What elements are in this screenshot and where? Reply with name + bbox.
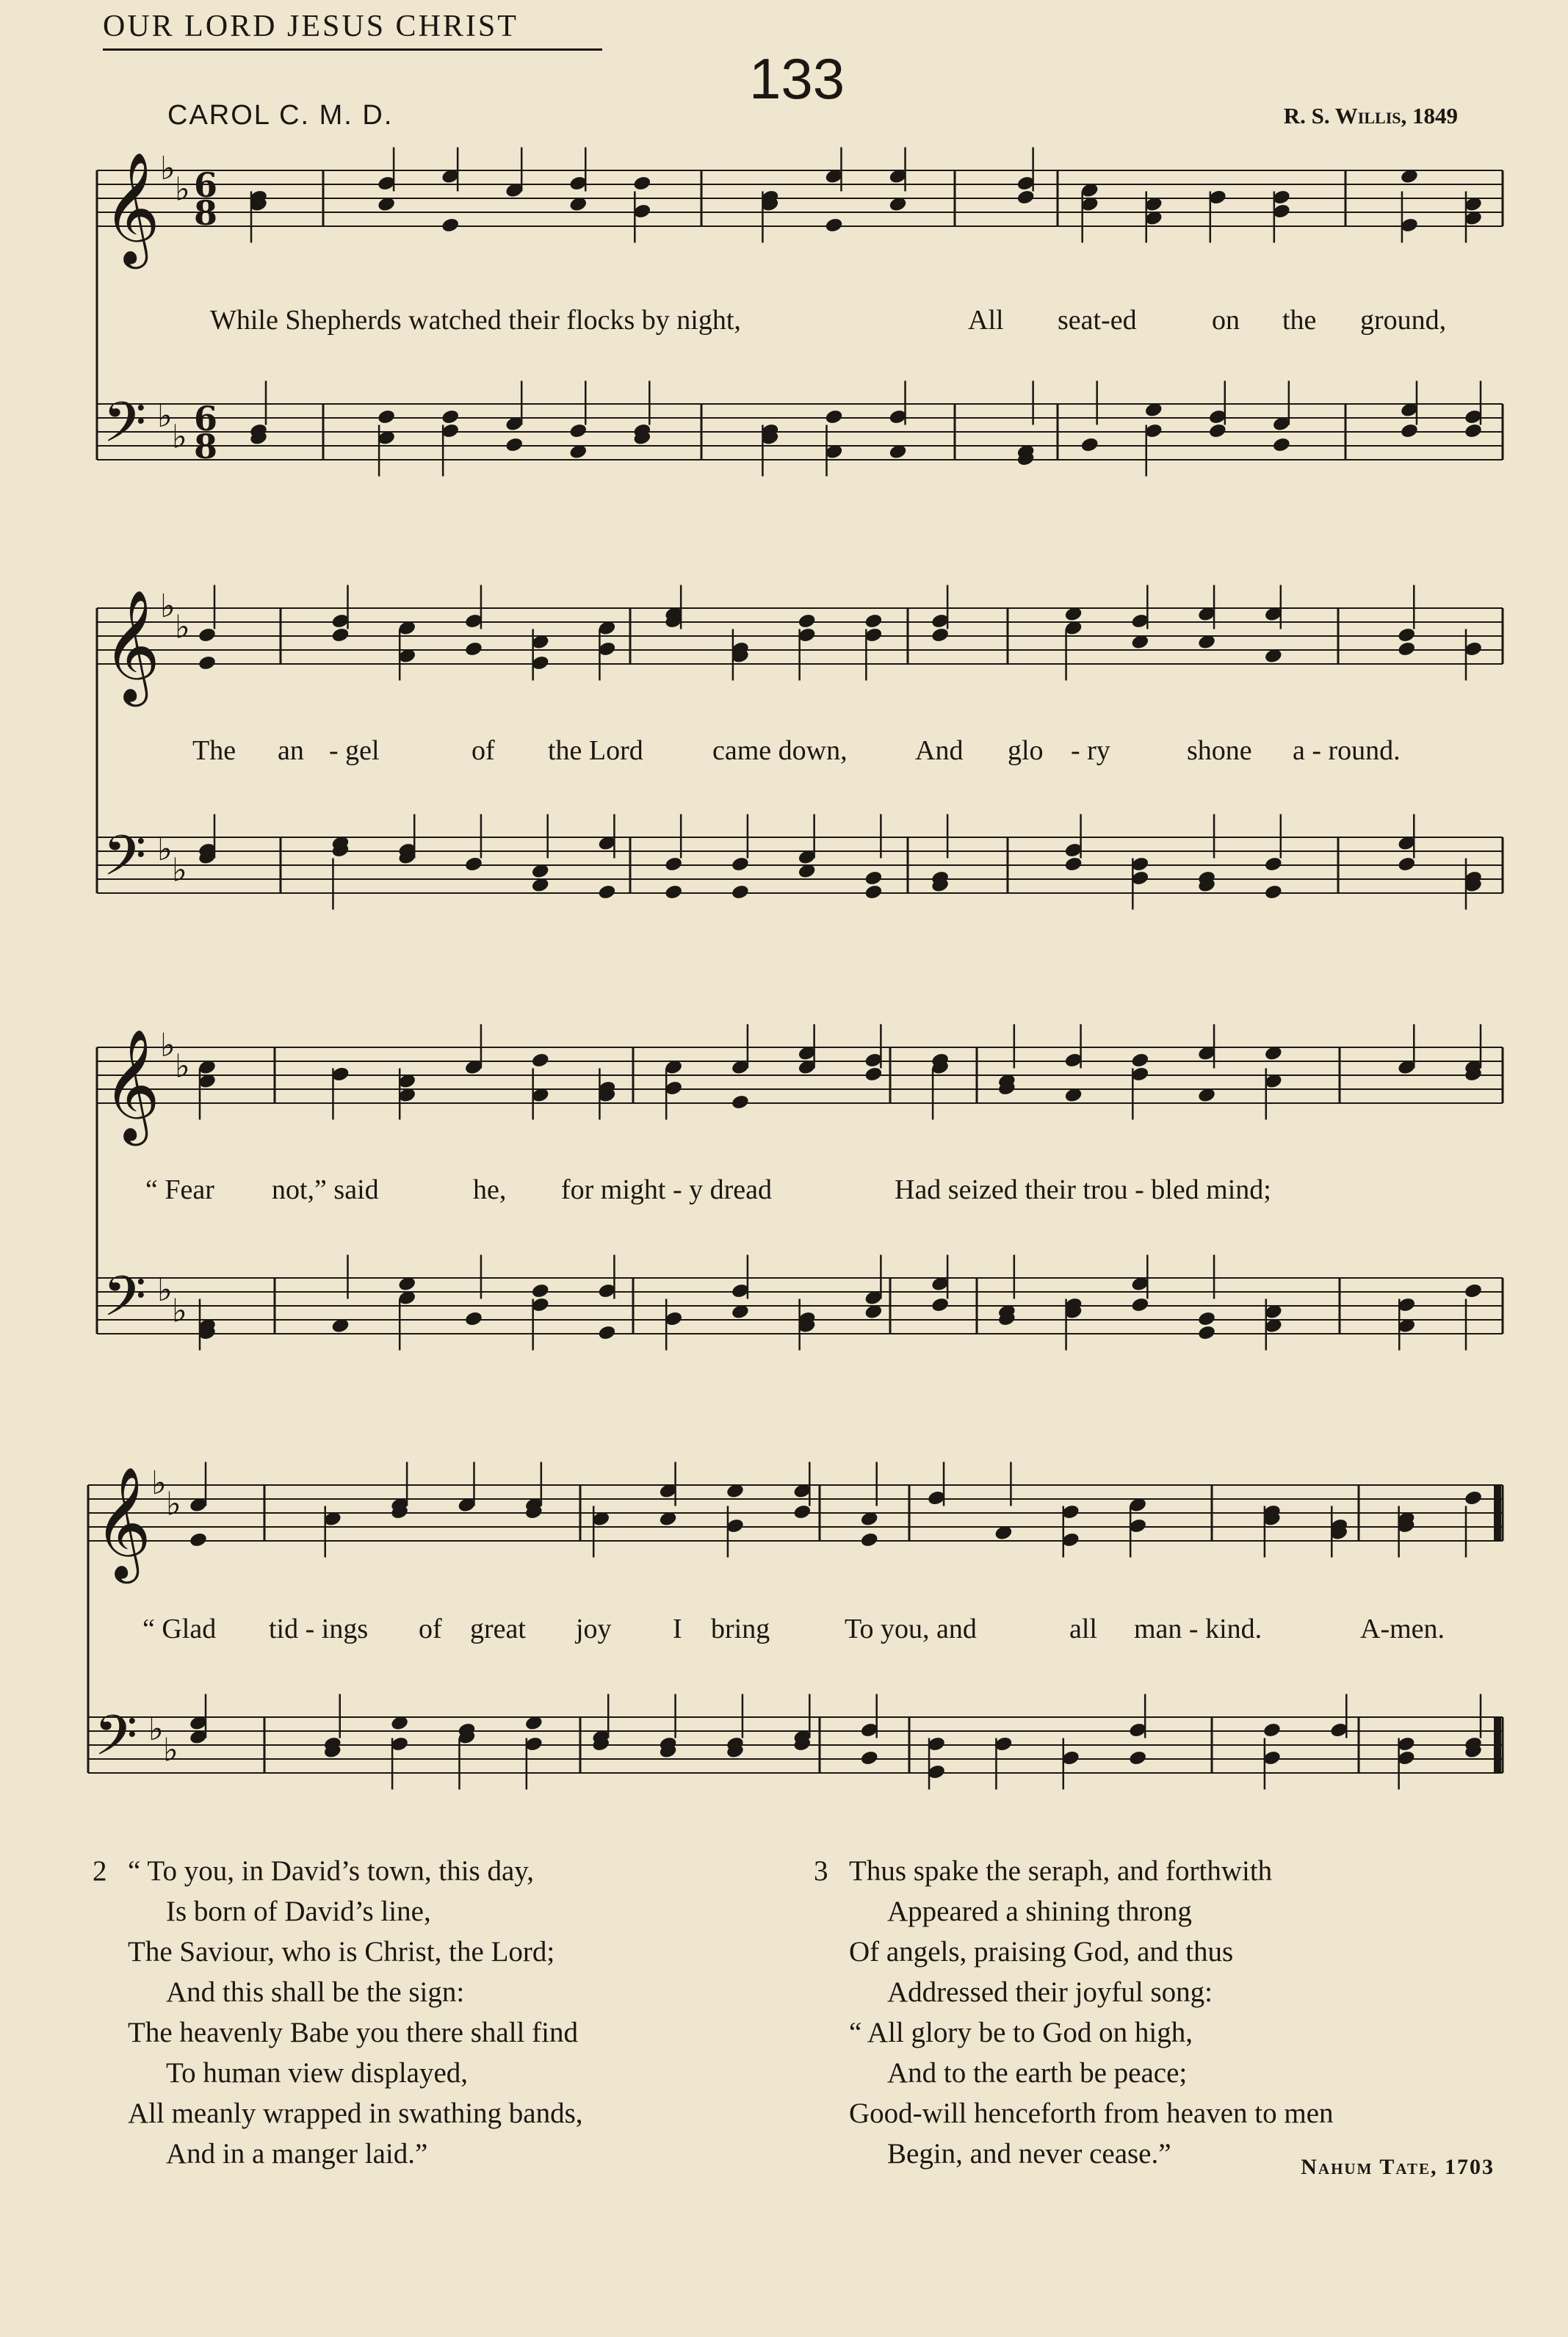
- flat-sign: ♭: [175, 608, 190, 646]
- flat-sign: ♭: [157, 397, 173, 435]
- notehead: [1208, 422, 1227, 439]
- notehead: [860, 1749, 879, 1766]
- notehead: [792, 1503, 812, 1520]
- notehead: [864, 1066, 883, 1083]
- tune-name: CAROL C. M. D.: [167, 100, 394, 131]
- lyric-word: came down,: [712, 735, 848, 766]
- lyric-word: All: [968, 305, 1004, 336]
- notehead: [931, 1296, 950, 1313]
- treble-clef: 𝄞: [103, 151, 161, 264]
- notehead: [1464, 1282, 1483, 1299]
- lyric-word: not,” said: [272, 1174, 379, 1205]
- flat-sign: ♭: [175, 170, 190, 209]
- verse-line: “ All glory be to God on high,: [849, 2017, 1193, 2048]
- notehead: [1128, 1749, 1147, 1766]
- notehead: [1264, 884, 1283, 900]
- lyric-word: seat-ed: [1058, 305, 1137, 336]
- lyric-word: a - round.: [1293, 735, 1401, 766]
- notehead: [824, 217, 843, 234]
- final-bar-line: [1494, 1485, 1501, 1541]
- flat-sign: ♭: [157, 831, 173, 868]
- lyric-word: Had seized their trou - bled mind;: [895, 1174, 1271, 1205]
- lyric-word: A-men.: [1360, 1614, 1445, 1644]
- verse-line: Of angels, praising God, and thus: [849, 1936, 1234, 1968]
- flat-sign: ♭: [172, 1292, 187, 1330]
- treble-clef: 𝄞: [94, 1466, 152, 1579]
- flat-sign: ♭: [160, 1027, 176, 1064]
- lyric-word: tid - ings: [269, 1614, 369, 1644]
- verse-3: [814, 1851, 1539, 2174]
- notehead: [1400, 422, 1419, 439]
- notehead: [597, 884, 616, 900]
- lyric-word: the: [1282, 305, 1317, 336]
- lyric-word: I: [673, 1614, 682, 1644]
- verse-line: Is born of David’s line,: [166, 1896, 431, 1927]
- notehead: [731, 1094, 750, 1110]
- section-title: OUR LORD JESUS CHRIST: [103, 9, 602, 51]
- verse-number: 3: [814, 1855, 828, 1887]
- flat-sign: ♭: [160, 588, 176, 625]
- notehead: [441, 217, 460, 234]
- lyric-word: To you, and: [845, 1614, 977, 1644]
- notehead: [664, 884, 683, 900]
- notehead: [464, 640, 483, 657]
- time-signature-digit: 8: [194, 193, 218, 234]
- lyric-word: The: [192, 735, 236, 766]
- notehead: [464, 856, 483, 873]
- verse-line: The heavenly Babe you there shall find: [128, 2017, 578, 2048]
- lyric-word: “ Fear: [145, 1174, 214, 1205]
- verse-line: Addressed their joyful song:: [887, 1976, 1213, 2008]
- flat-sign: ♭: [160, 150, 176, 187]
- notehead: [864, 884, 883, 900]
- time-signature-digit: 6: [194, 165, 218, 206]
- notehead: [1130, 1052, 1149, 1069]
- lyric-word: he,: [473, 1174, 507, 1205]
- notehead: [1080, 436, 1099, 453]
- treble-clef: 𝄞: [103, 1028, 161, 1141]
- notehead: [1016, 189, 1036, 206]
- verse-line: Begin, and never cease.”: [887, 2138, 1171, 2170]
- notehead: [1130, 1296, 1149, 1313]
- notehead: [1197, 1310, 1216, 1327]
- verse-line: Thus spake the seraph, and forthwith: [849, 1855, 1273, 1887]
- flat-sign: ♭: [163, 1731, 178, 1769]
- verse-2: [93, 1851, 789, 2174]
- notehead: [377, 408, 396, 425]
- lyric-word: ground,: [1360, 305, 1447, 336]
- flat-sign: ♭: [166, 1485, 181, 1523]
- verse-line: “ To you, in David’s town, this day,: [128, 1855, 534, 1887]
- notehead: [1264, 856, 1283, 873]
- verse-line: And to the earth be peace;: [887, 2057, 1188, 2089]
- notehead: [189, 1531, 208, 1548]
- lyric-word: bring: [711, 1614, 770, 1644]
- lyric-word: shone: [1187, 735, 1252, 766]
- bass-clef: 𝄢: [103, 390, 147, 469]
- notehead: [1272, 436, 1291, 453]
- notehead: [931, 626, 950, 643]
- notehead: [1262, 1722, 1282, 1738]
- lyric-word: glo: [1008, 735, 1044, 766]
- notehead: [632, 175, 651, 192]
- flat-sign: ♭: [172, 851, 187, 889]
- lyric-word: joy: [576, 1614, 612, 1644]
- notehead: [664, 856, 683, 873]
- notehead: [1397, 856, 1416, 873]
- final-bar-line: [1494, 1717, 1501, 1773]
- notehead: [731, 856, 750, 873]
- notehead: [531, 1282, 550, 1299]
- notehead: [864, 613, 883, 629]
- notehead: [198, 626, 217, 643]
- notehead: [798, 613, 817, 629]
- time-signature-digit: 6: [194, 399, 218, 439]
- notehead: [464, 1310, 483, 1327]
- notehead: [864, 870, 883, 886]
- lyric-word: - gel: [329, 735, 380, 766]
- notehead: [531, 1052, 550, 1069]
- composer-credit: R. S. Willis, 1849: [1283, 103, 1458, 129]
- verse-line: And this shall be the sign:: [166, 1976, 465, 2008]
- notehead: [1197, 1324, 1216, 1341]
- lyric-word: great: [470, 1614, 526, 1644]
- lyric-word: on: [1212, 305, 1240, 336]
- notehead: [1064, 856, 1083, 873]
- verse-line: The Saviour, who is Christ, the Lord;: [128, 1936, 555, 1968]
- bass-clef: 𝄢: [103, 1264, 147, 1343]
- bass-clef: 𝄢: [103, 823, 147, 902]
- verse-line: Appeared a shining throng: [887, 1896, 1192, 1927]
- lyric-word: the Lord: [548, 735, 643, 766]
- verse-line: Good-will henceforth from heaven to men: [849, 2098, 1334, 2129]
- bass-clef: 𝄢: [94, 1703, 138, 1782]
- notehead: [568, 422, 588, 439]
- flat-sign: ♭: [175, 1047, 190, 1086]
- verse-line: All meanly wrapped in swathing bands,: [128, 2098, 583, 2129]
- notehead: [330, 626, 350, 643]
- lyric-word: an: [278, 735, 304, 766]
- flat-sign: ♭: [151, 1464, 167, 1502]
- notehead: [198, 654, 217, 671]
- time-signature-digit: 8: [194, 427, 218, 467]
- notehead: [731, 884, 750, 900]
- flat-sign: ♭: [157, 1271, 173, 1309]
- flat-sign: ♭: [148, 1711, 164, 1748]
- notehead: [860, 1531, 879, 1548]
- notehead: [1397, 626, 1416, 643]
- verse-line: And in a manger laid.”: [166, 2138, 428, 2170]
- lyric-word: all: [1069, 1614, 1097, 1644]
- verse-number: 2: [93, 1855, 107, 1887]
- notehead: [505, 436, 524, 453]
- lyric-word: “ Glad: [142, 1614, 217, 1644]
- lyric-word: - ry: [1071, 735, 1110, 766]
- flat-sign: ♭: [172, 418, 187, 456]
- notehead: [597, 1324, 616, 1341]
- notehead: [441, 408, 460, 425]
- lyric-word: of: [472, 735, 495, 766]
- notehead: [824, 408, 843, 425]
- hymn-number: 133: [749, 46, 845, 111]
- lyric-word: And: [915, 735, 964, 766]
- lyric-word: While Shepherds watched their flocks by night,: [210, 305, 741, 336]
- notehead: [1464, 422, 1483, 439]
- lyric-word: of: [419, 1614, 442, 1644]
- lyric-word: man - kind.: [1134, 1614, 1262, 1644]
- notehead: [1397, 640, 1416, 657]
- lyric-word: for might - y dread: [561, 1174, 773, 1205]
- verse-line: To human view displayed,: [166, 2057, 469, 2089]
- treble-clef: 𝄞: [103, 589, 161, 702]
- author-credit: Nahum Tate, 1703: [1301, 2155, 1495, 2179]
- notehead: [1464, 1489, 1483, 1506]
